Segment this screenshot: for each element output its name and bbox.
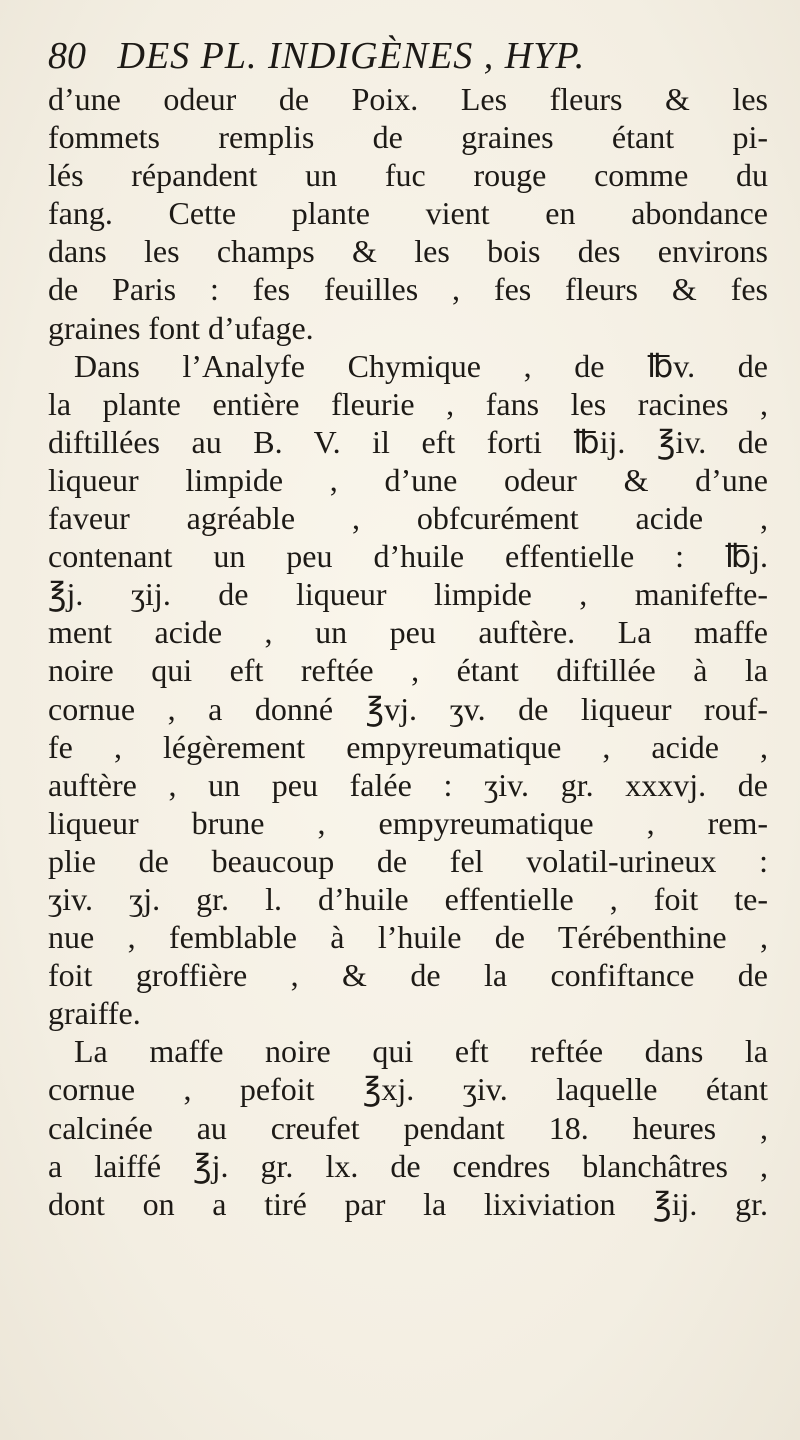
text-line: fommets remplis de graines étant pi- (48, 119, 768, 156)
text-line: ℥j. ʒij. de liqueur limpide , manifefte- (48, 576, 768, 613)
text-line: calcinée au creufet pendant 18. heures , (48, 1109, 768, 1146)
text-line: ʒiv. ʒj. gr. l. d’huile effentielle , foit te- (48, 880, 768, 917)
text-line: la plante entière fleurie , fans les racines , (48, 385, 768, 422)
text-line: faveur agréable , obfcurément acide , (48, 500, 768, 537)
text-line: graines font d’ufage. (48, 309, 314, 346)
text-line: cornue , pefoit ℥xj. ʒiv. laquelle étant (48, 1071, 768, 1108)
text-line: dont on a tiré par la lixiviation ℥ij. gr. (48, 1185, 768, 1222)
text-line: noire qui eft reftée , étant diftillée à la (48, 652, 768, 689)
paragraph-first-line: Dans l’Analyfe Chymique , de ℔v. de (74, 347, 768, 384)
text-line: contenant un peu d’huile effentielle : ℔j. (48, 538, 768, 575)
paragraph-first-line: La maffe noire qui eft reftée dans la (74, 1033, 768, 1070)
page-number: 80 (48, 35, 86, 77)
text-line: ment acide , un peu auftère. La maffe (48, 614, 768, 651)
text-line: dans les champs & les bois des environs (48, 233, 768, 270)
text-line: liqueur brune , empyreumatique , rem- (48, 804, 768, 841)
text-line: auftère , un peu falée : ʒiv. gr. xxxvj. de (48, 766, 768, 803)
text-line: de Paris : fes feuilles , fes fleurs & fes (48, 271, 768, 308)
text-line: a laiffé ℥j. gr. lx. de cendres blanchâtres , (48, 1147, 768, 1184)
text-line: nue , femblable à l’huile de Térébenthine , (48, 919, 768, 956)
text-line: plie de beaucoup de fel volatil-urineux : (48, 842, 768, 879)
text-line: fe , légèrement empyreumatique , acide , (48, 728, 768, 765)
text-line: diftillées au B. V. il eft forti ℔ij. ℥iv. de (48, 423, 768, 460)
running-title: DES PL. INDIGÈNES , HYP. (117, 35, 586, 77)
text-line: lés répandent un fuc rouge comme du (48, 157, 768, 194)
text-line: liqueur limpide , d’une odeur & d’une (48, 461, 768, 498)
text-line: fang. Cette plante vient en abondance (48, 195, 768, 232)
text-line: foit groffière , & de la confiftance de (48, 957, 768, 994)
text-line: graiffe. (48, 995, 141, 1032)
text-line: cornue , a donné ℥vj. ʒv. de liqueur rouf- (48, 690, 768, 727)
page-header (48, 28, 768, 84)
body-text (48, 80, 768, 1223)
text-line: d’une odeur de Poix. Les fleurs & les (48, 81, 768, 117)
